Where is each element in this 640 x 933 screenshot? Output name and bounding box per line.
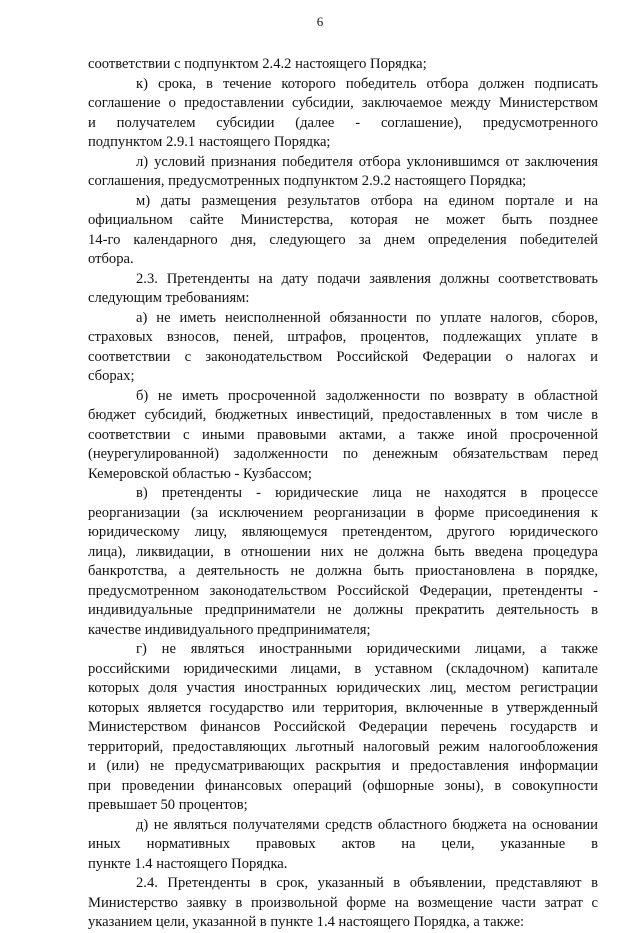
text-line: д) не являться получателями средств областного бюджета на основании xyxy=(136,816,598,833)
text-line: российскими юридическими лицами, в уставном (складочном) капитале xyxy=(88,660,598,677)
document-body xyxy=(88,55,598,933)
text-line: к) срока, в течение которого победитель отбора должен подписать xyxy=(136,75,598,92)
text-line: качестве индивидуального предпринимателя; xyxy=(88,621,371,638)
text-line: соответствии с законодательством Российской Федерации о налогах и xyxy=(88,348,598,365)
text-line: л) условий признания победителя отбора уклонившимся от заключения xyxy=(136,153,598,170)
text-line: реорганизации (за исключением реорганизации в форме присоединения к xyxy=(88,504,598,521)
text-line: Министерством финансов Российской Федерации перечень государств и xyxy=(88,719,598,735)
text-line: которых доля участия иностранных юридических лиц, местом регистрации xyxy=(88,680,598,696)
text-line: соответствии с подпунктом 2.4.2 настоящего Порядка; xyxy=(88,56,427,72)
text-line: соглашения, предусмотренных подпунктом 2.9.2 настоящего Порядка; xyxy=(88,173,527,189)
text-line: подпунктом 2.9.1 настоящего Порядка; xyxy=(88,134,331,150)
page-number: 6 xyxy=(316,14,324,29)
text-line: в) претенденты - юридические лица не находятся в процессе xyxy=(136,485,598,501)
text-line: б) не иметь просроченной задолженности по возврату в областной xyxy=(136,387,598,404)
text-line: предусмотренном законодательством Российской Федерации, претенденты - xyxy=(88,582,598,599)
text-line: 2.4. Претенденты в срок, указанный в объявлении, представляют в xyxy=(136,875,598,891)
text-line: Министерство заявку в произвольной форме на возмещение части затрат с xyxy=(88,894,598,911)
text-line: а) не иметь неисполненной обязанности по уплате налогов, сборов, xyxy=(136,309,598,326)
text-line: г) не являться иностранными юридическими лицами, а также xyxy=(136,641,598,657)
text-line: лица), ликвидации, в отношении них не должна быть введена процедура xyxy=(88,543,598,560)
text-line: юридическому лицу, являющемуся претендентом, другого юридического xyxy=(88,524,598,540)
text-line: указанием цели, указанной в пункте 1.4 настоящего Порядка, а также: xyxy=(88,914,525,930)
text-line: банкротства, а деятельность не должна быть приостановлена в порядке, xyxy=(88,563,598,579)
text-line: соглашение о предоставлении субсидии, заключаемое между Министерством xyxy=(88,95,598,111)
text-line: превышает 50 процентов; xyxy=(88,797,248,813)
text-line: при проведении финансовых операций (офшорные зоны), в совокупности xyxy=(88,777,598,794)
text-line: страховых взносов, пеней, штрафов, процентов, подлежащих уплате в xyxy=(88,329,598,345)
text-line: м) даты размещения результатов отбора на едином портале и на xyxy=(136,192,598,209)
text-line: официальном сайте Министерства, которая не может быть позднее xyxy=(88,212,598,228)
text-line: которых является государство или территория, включенные в утвержденный xyxy=(88,699,598,716)
text-line: пункте 1.4 настоящего Порядка. xyxy=(88,855,288,872)
text-line: отбора. xyxy=(88,251,134,267)
text-line: бюджет субсидий, бюджетных инвестиций, предоставленных в том числе в xyxy=(88,407,598,423)
text-line: и (или) не предусматривающих раскрытия и предоставления информации xyxy=(88,758,598,774)
text-line: (неурегулированной) задолженности по денежным обязательствам перед xyxy=(88,446,598,462)
text-line: следующим требованиям: xyxy=(88,290,250,306)
text-line: 14-го календарного дня, следующего за днем определения победителей xyxy=(88,231,598,248)
text-line: Кемеровской областью - Кузбассом; xyxy=(88,465,312,482)
text-line: территорий, предоставляющих льготный налоговый режим налогообложения xyxy=(88,738,598,755)
text-line: и получателем субсидии (далее - соглашение), предусмотренного xyxy=(88,114,598,131)
text-line: соответствии с иными правовыми актами, а также иной просроченной xyxy=(88,426,598,443)
text-line: иных нормативных правовых актов на цели, указанные в xyxy=(88,836,598,852)
text-line: 2.3. Претенденты на дату подачи заявления должны соответствовать xyxy=(136,270,598,287)
text-line: сборах; xyxy=(88,368,135,384)
text-line: индивидуальные предприниматели не должны прекратить деятельность в xyxy=(88,602,598,618)
